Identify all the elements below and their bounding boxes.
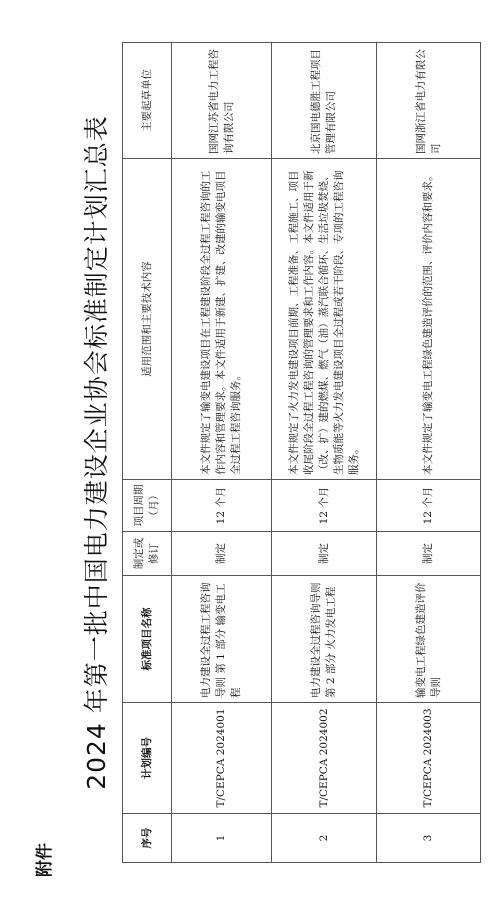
header-scope: 适用范围和主要技术内容 — [123, 159, 172, 480]
cell-plan-no: T/CEPCA 2024003 — [377, 703, 481, 814]
cell-revise: 制定 — [172, 532, 272, 576]
cell-period: 12 个月 — [172, 480, 272, 532]
page-title: 2024 年第一批中国电力建设企业协会标准制定计划汇总表 — [82, 115, 111, 790]
cell-seq: 2 — [272, 814, 377, 863]
cell-name: 电力建设全过程工程咨询导则 第 1 部分 输变电工程 — [172, 576, 272, 703]
header-name: 标准项目名称 — [123, 576, 172, 703]
cell-seq: 1 — [172, 814, 272, 863]
cell-org: 国网江苏省电力工程咨询有限公司 — [172, 43, 272, 159]
standards-plan-table — [122, 42, 481, 863]
table-row — [172, 43, 272, 863]
cell-period: 12 个月 — [272, 480, 377, 532]
attachment-label: 附件 — [35, 843, 55, 877]
cell-seq: 3 — [377, 814, 481, 863]
cell-plan-no: T/CEPCA 2024001 — [172, 703, 272, 814]
cell-revise: 制定 — [377, 532, 481, 576]
cell-name: 输变电工程绿色建造评价导则 — [377, 576, 481, 703]
cell-plan-no: T/CEPCA 2024002 — [272, 703, 377, 814]
header-seq: 序号 — [123, 814, 172, 863]
cell-revise: 制定 — [272, 532, 377, 576]
cell-scope: 本文件规定了输变电工程绿色建造评价的范围、评价内容和要求。 — [377, 159, 481, 480]
header-org: 主要起草单位 — [123, 43, 172, 159]
cell-scope: 本文件规定了输变电建设项目在工程建设阶段全过程工程咨询的工作内容和管理要求。本文件适用于新建、扩建、改建的输变电项目全过程工程咨询服务。 — [172, 159, 272, 480]
cell-org: 国网浙江省电力有限公司 — [377, 43, 481, 159]
header-period: 项目周期（月） — [123, 480, 172, 532]
table-row — [377, 43, 481, 863]
header-revise: 制定或修订 — [123, 532, 172, 576]
cell-org: 北京国电德胜工程项目管理有限公司 — [272, 43, 377, 159]
cell-period: 12 个月 — [377, 480, 481, 532]
header-plan-no: 计划编号 — [123, 703, 172, 814]
table-header-row — [123, 43, 172, 863]
cell-name: 电力建设全过程咨询导则 第 2 部分 火力发电工程 — [272, 576, 377, 703]
table-row — [272, 43, 377, 863]
cell-scope: 本文件规定了火力发电建设项目前期、工程准备、工程施工、项目收尾阶段全过程工程咨询的管理要求和工作内容。本文件适用于新（改、扩）建的燃煤、燃气（油）蒸汽联合循环、生活垃圾焚烧、生物质能等火力发电建设项目全过程或若干阶段、专项的工程咨询服务。 — [272, 159, 377, 480]
